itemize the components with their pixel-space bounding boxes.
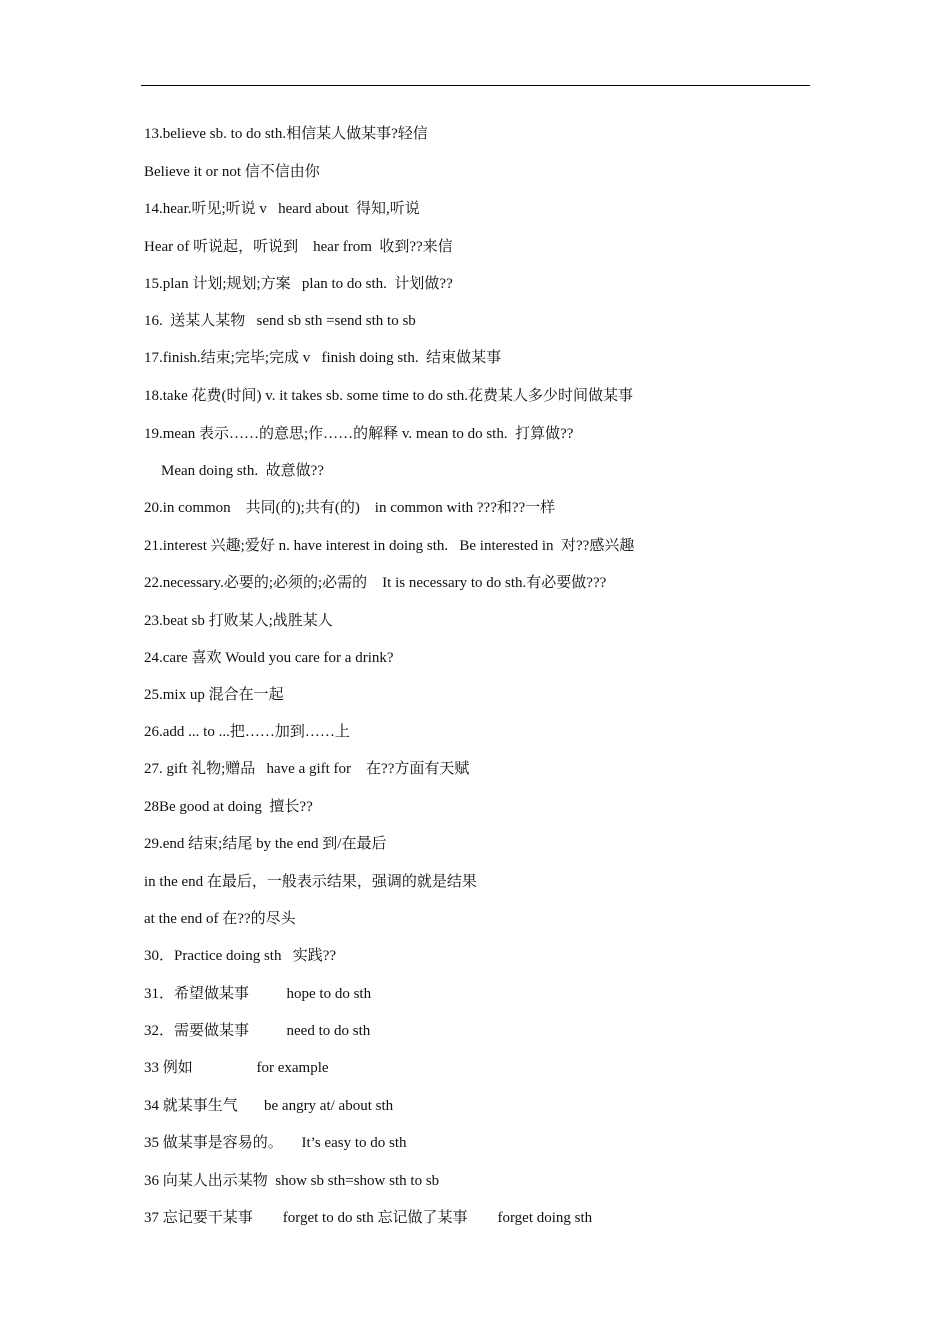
text-line: 19.mean 表示……的意思;作……的解释 v. mean to do sth. 打算做?? [144, 426, 574, 442]
text-line: Hear of 听说起，听说到 hear from 收到??来信 [144, 239, 453, 255]
text-line: 17.finish.结束;完毕;完成 v finish doing sth. 结束做某事 [144, 350, 502, 366]
text-line: 15.plan 计划;规划;方案 plan to do sth. 计划做?? [144, 276, 453, 292]
text-line: 29.end 结束;结尾 by the end 到/在最后 [144, 836, 387, 852]
text-line: 22.necessary.必要的;必须的;必需的 It is necessary to do sth.有必要做??? [144, 575, 607, 591]
text-line: 32．需要做某事 need to do sth [144, 1023, 371, 1039]
text-line: Believe it or not 信不信由你 [144, 164, 320, 180]
text-line: 27. gift 礼物;赠品 have a gift for 在??方面有天赋 [144, 761, 470, 777]
text-line: 37 忘记要干某事 forget to do sth 忘记做了某事 forget doing sth [144, 1210, 593, 1226]
text-line: 21.interest 兴趣;爱好 n. have interest in doing sth. Be interested in 对??感兴趣 [144, 538, 635, 554]
text-line: in the end 在最后，一般表示结果，强调的就是结果 [144, 874, 477, 890]
text-line: 24.care 喜欢 Would you care for a drink? [144, 650, 394, 666]
text-line: 13.believe sb. to do sth.相信某人做某事?轻信 [144, 126, 428, 142]
text-line: 25.mix up 混合在一起 [144, 687, 284, 703]
text-line: 36 向某人出示某物 show sb sth=show sth to sb [144, 1173, 440, 1189]
text-line: 35 做某事是容易的。 It’s easy to do sth [144, 1135, 407, 1151]
text-line: 23.beat sb 打败某人;战胜某人 [144, 613, 333, 629]
text-line: 20.in common 共同(的);共有(的) in common with ???和??一样 [144, 500, 556, 516]
text-line: 31．希望做某事 hope to do sth [144, 986, 372, 1002]
text-line: 14.hear.听见;听说 v heard about 得知,听说 [144, 201, 420, 217]
text-line: 30．Practice doing sth 实践?? [144, 948, 337, 964]
text-line: 34 就某事生气 be angry at/ about sth [144, 1098, 394, 1114]
text-line: 33 例如 for example [144, 1060, 329, 1076]
text-line: 28Be good at doing 擅长?? [144, 799, 313, 815]
text-line: 26.add ... to ...把……加到……上 [144, 724, 350, 740]
text-line: at the end of 在??的尽头 [144, 911, 296, 927]
text-line: Mean doing sth. 故意做?? [161, 463, 324, 479]
text-line: 16. 送某人某物 send sb sth =send sth to sb [144, 313, 416, 329]
text-line: 18.take 花费(时间) v. it takes sb. some time to do sth.花费某人多少时间做某事 [144, 388, 633, 404]
header-rule [141, 85, 810, 86]
